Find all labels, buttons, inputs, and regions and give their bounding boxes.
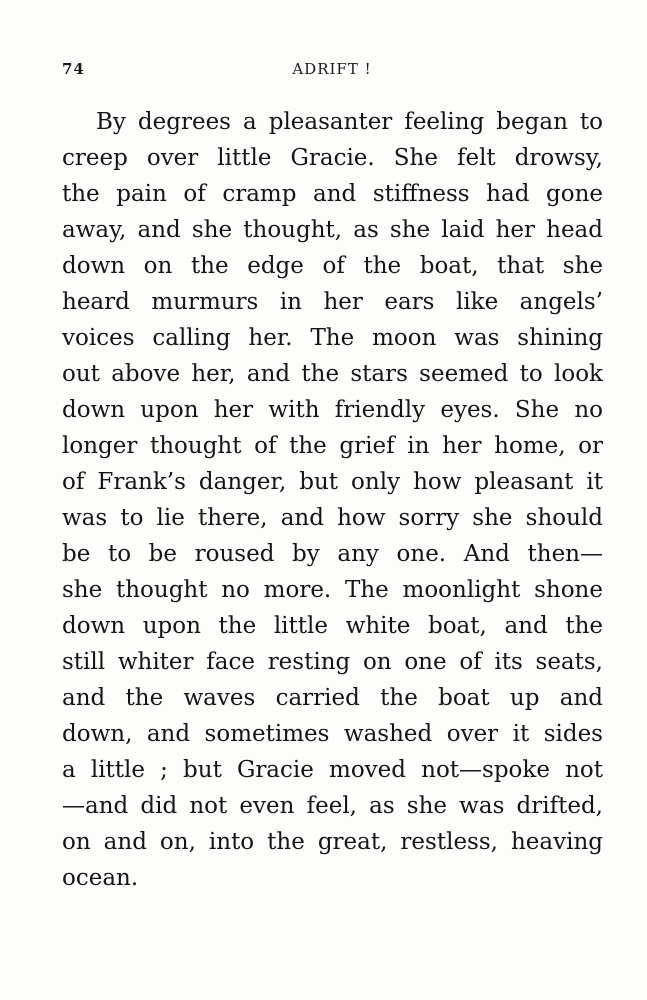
text-line: was to lie there, and how sorry she should [62,505,603,531]
text-line: By degrees a pleasanter feeling began to [96,109,603,135]
text-line: away, and she thought, as she laid her head [62,217,603,243]
text-line: creep over little Gracie. She felt drowsy, [62,145,603,171]
text-line: on and on, into the great, restless, heaving [62,829,603,855]
text-line: down upon her with friendly eyes. She no [62,397,603,423]
text-line: be to be roused by any one. And then— [62,541,603,567]
text-line: of Frank’s danger, but only how pleasant it [62,469,603,495]
running-head: ADRIFT ! [292,60,372,78]
text-line: and the waves carried the boat up and [62,685,603,711]
text-line: voices calling her. The moon was shining [62,325,603,351]
body-paragraph [62,104,603,896]
text-line: still whiter face resting on one of its seats, [62,649,603,675]
text-line: the pain of cramp and stiffness had gone [62,181,603,207]
text-line: a little ; but Gracie moved not—spoke not [62,757,603,783]
page-number: 74 [62,60,85,78]
page-header [62,60,602,84]
text-line: down on the edge of the boat, that she [62,253,603,279]
text-line: down, and sometimes washed over it sides [62,721,603,747]
text-line: heard murmurs in her ears like angels’ [62,289,603,315]
text-line: down upon the little white boat, and the [62,613,603,639]
text-line: —and did not even feel, as she was drifted, [62,793,603,819]
text-line: ocean. [62,865,139,891]
text-line: she thought no more. The moonlight shone [62,577,603,603]
text-line: longer thought of the grief in her home, or [62,433,603,459]
text-line: out above her, and the stars seemed to look [62,361,603,387]
